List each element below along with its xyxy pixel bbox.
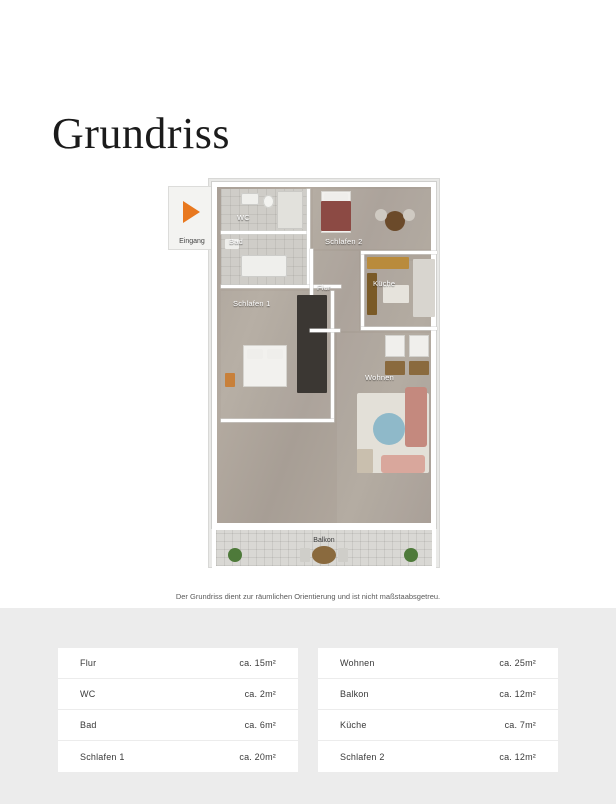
chair-right-schlafen2: [403, 209, 415, 221]
loveseat-wohnen: [381, 455, 425, 473]
room-area: ca. 6m²: [244, 720, 276, 730]
room-name: WC: [80, 689, 96, 699]
room-label-wohnen: Wohnen: [365, 373, 394, 382]
table-row: [318, 679, 558, 710]
plant-right-balkon: [404, 548, 418, 562]
room-name: Bad: [80, 720, 97, 730]
room-area: ca. 7m²: [504, 720, 536, 730]
table-row: [318, 741, 558, 772]
room-area: ca. 25m²: [499, 658, 536, 668]
area-panel: [0, 608, 616, 804]
armchair-3-wohnen: [357, 449, 373, 473]
plant-left-balkon: [228, 548, 242, 562]
apartment-walls: [212, 182, 436, 528]
room-area: ca. 2m²: [244, 689, 276, 699]
room-area: ca. 12m²: [499, 751, 536, 762]
bed-pillow-schlafen2: [324, 193, 348, 201]
area-table-left: [58, 648, 298, 772]
chair-left-schlafen2: [375, 209, 387, 221]
wall-kitchen-top: [361, 251, 437, 254]
table-row: [318, 648, 558, 679]
floorplan-caption: Der Grundriss dient zur räumlichen Orientierung und ist nicht maßstaabsgetreu.: [175, 592, 441, 601]
table-row: [58, 679, 298, 710]
sofa-wohnen: [405, 387, 427, 447]
area-table-right: [318, 648, 558, 772]
bath-tub: [241, 255, 287, 277]
wall-schlafen1-bottom: [221, 419, 334, 422]
armchair-1-wohnen: [385, 335, 405, 357]
table-row: [58, 710, 298, 741]
wc-sink: [241, 193, 259, 205]
room-name: Balkon: [340, 689, 369, 699]
wardrobe-schlafen1: [297, 295, 327, 393]
bed-pillow1-schlafen1: [247, 349, 263, 359]
wall-wc-bad: [221, 231, 307, 234]
wall-kitchen-bottom: [361, 327, 437, 330]
side-table-2-wohnen: [409, 361, 429, 375]
wc-shower: [277, 191, 303, 229]
room-name: Schlafen 2: [340, 751, 385, 762]
wc-toilet: [263, 195, 274, 208]
kitchen-counter-right: [413, 259, 435, 317]
room-area: ca. 15m²: [239, 658, 276, 668]
kitchen-counter-top: [367, 257, 409, 269]
balcony-chair-left: [300, 548, 310, 562]
room-name: Küche: [340, 720, 367, 730]
wall-flur-bottom: [310, 329, 340, 332]
wall-kitchen-left: [361, 251, 364, 329]
room-balkon: [212, 526, 436, 570]
area-tables: [0, 648, 616, 772]
nightstand-schlafen1: [225, 373, 235, 387]
table-row: [58, 648, 298, 679]
bed-pillow2-schlafen1: [267, 349, 283, 359]
balcony-table: [312, 546, 336, 564]
table-row: [58, 741, 298, 772]
round-rug-wohnen: [373, 413, 405, 445]
floorplan: [168, 178, 448, 601]
wall-schlafen1-right: [331, 291, 334, 419]
arrow-right-icon: [183, 201, 200, 223]
entrance-label: Eingang: [179, 238, 205, 245]
round-table-schlafen2: [385, 211, 405, 231]
room-area: ca. 12m²: [499, 689, 536, 699]
room-name: Wohnen: [340, 658, 375, 668]
room-label-schlafen2: Schlafen 2: [325, 237, 363, 246]
room-label-balkon: Balkon: [313, 537, 335, 544]
room-label-flur: Flur: [317, 283, 331, 292]
room-name: Flur: [80, 658, 97, 668]
room-area: ca. 20m²: [239, 751, 276, 762]
room-label-wc: WC: [237, 213, 250, 222]
room-label-kueche: Küche: [373, 279, 396, 288]
room-name: Schlafen 1: [80, 751, 125, 762]
entrance-marker: [168, 186, 216, 250]
table-row: [318, 710, 558, 741]
page-title: Grundriss: [52, 109, 231, 158]
balcony-chair-right: [338, 548, 348, 562]
room-label-schlafen1: Schlafen 1: [233, 299, 271, 308]
room-label-bad: Bad: [229, 237, 243, 246]
armchair-2-wohnen: [409, 335, 429, 357]
bed-blanket-schlafen2: [321, 201, 351, 231]
